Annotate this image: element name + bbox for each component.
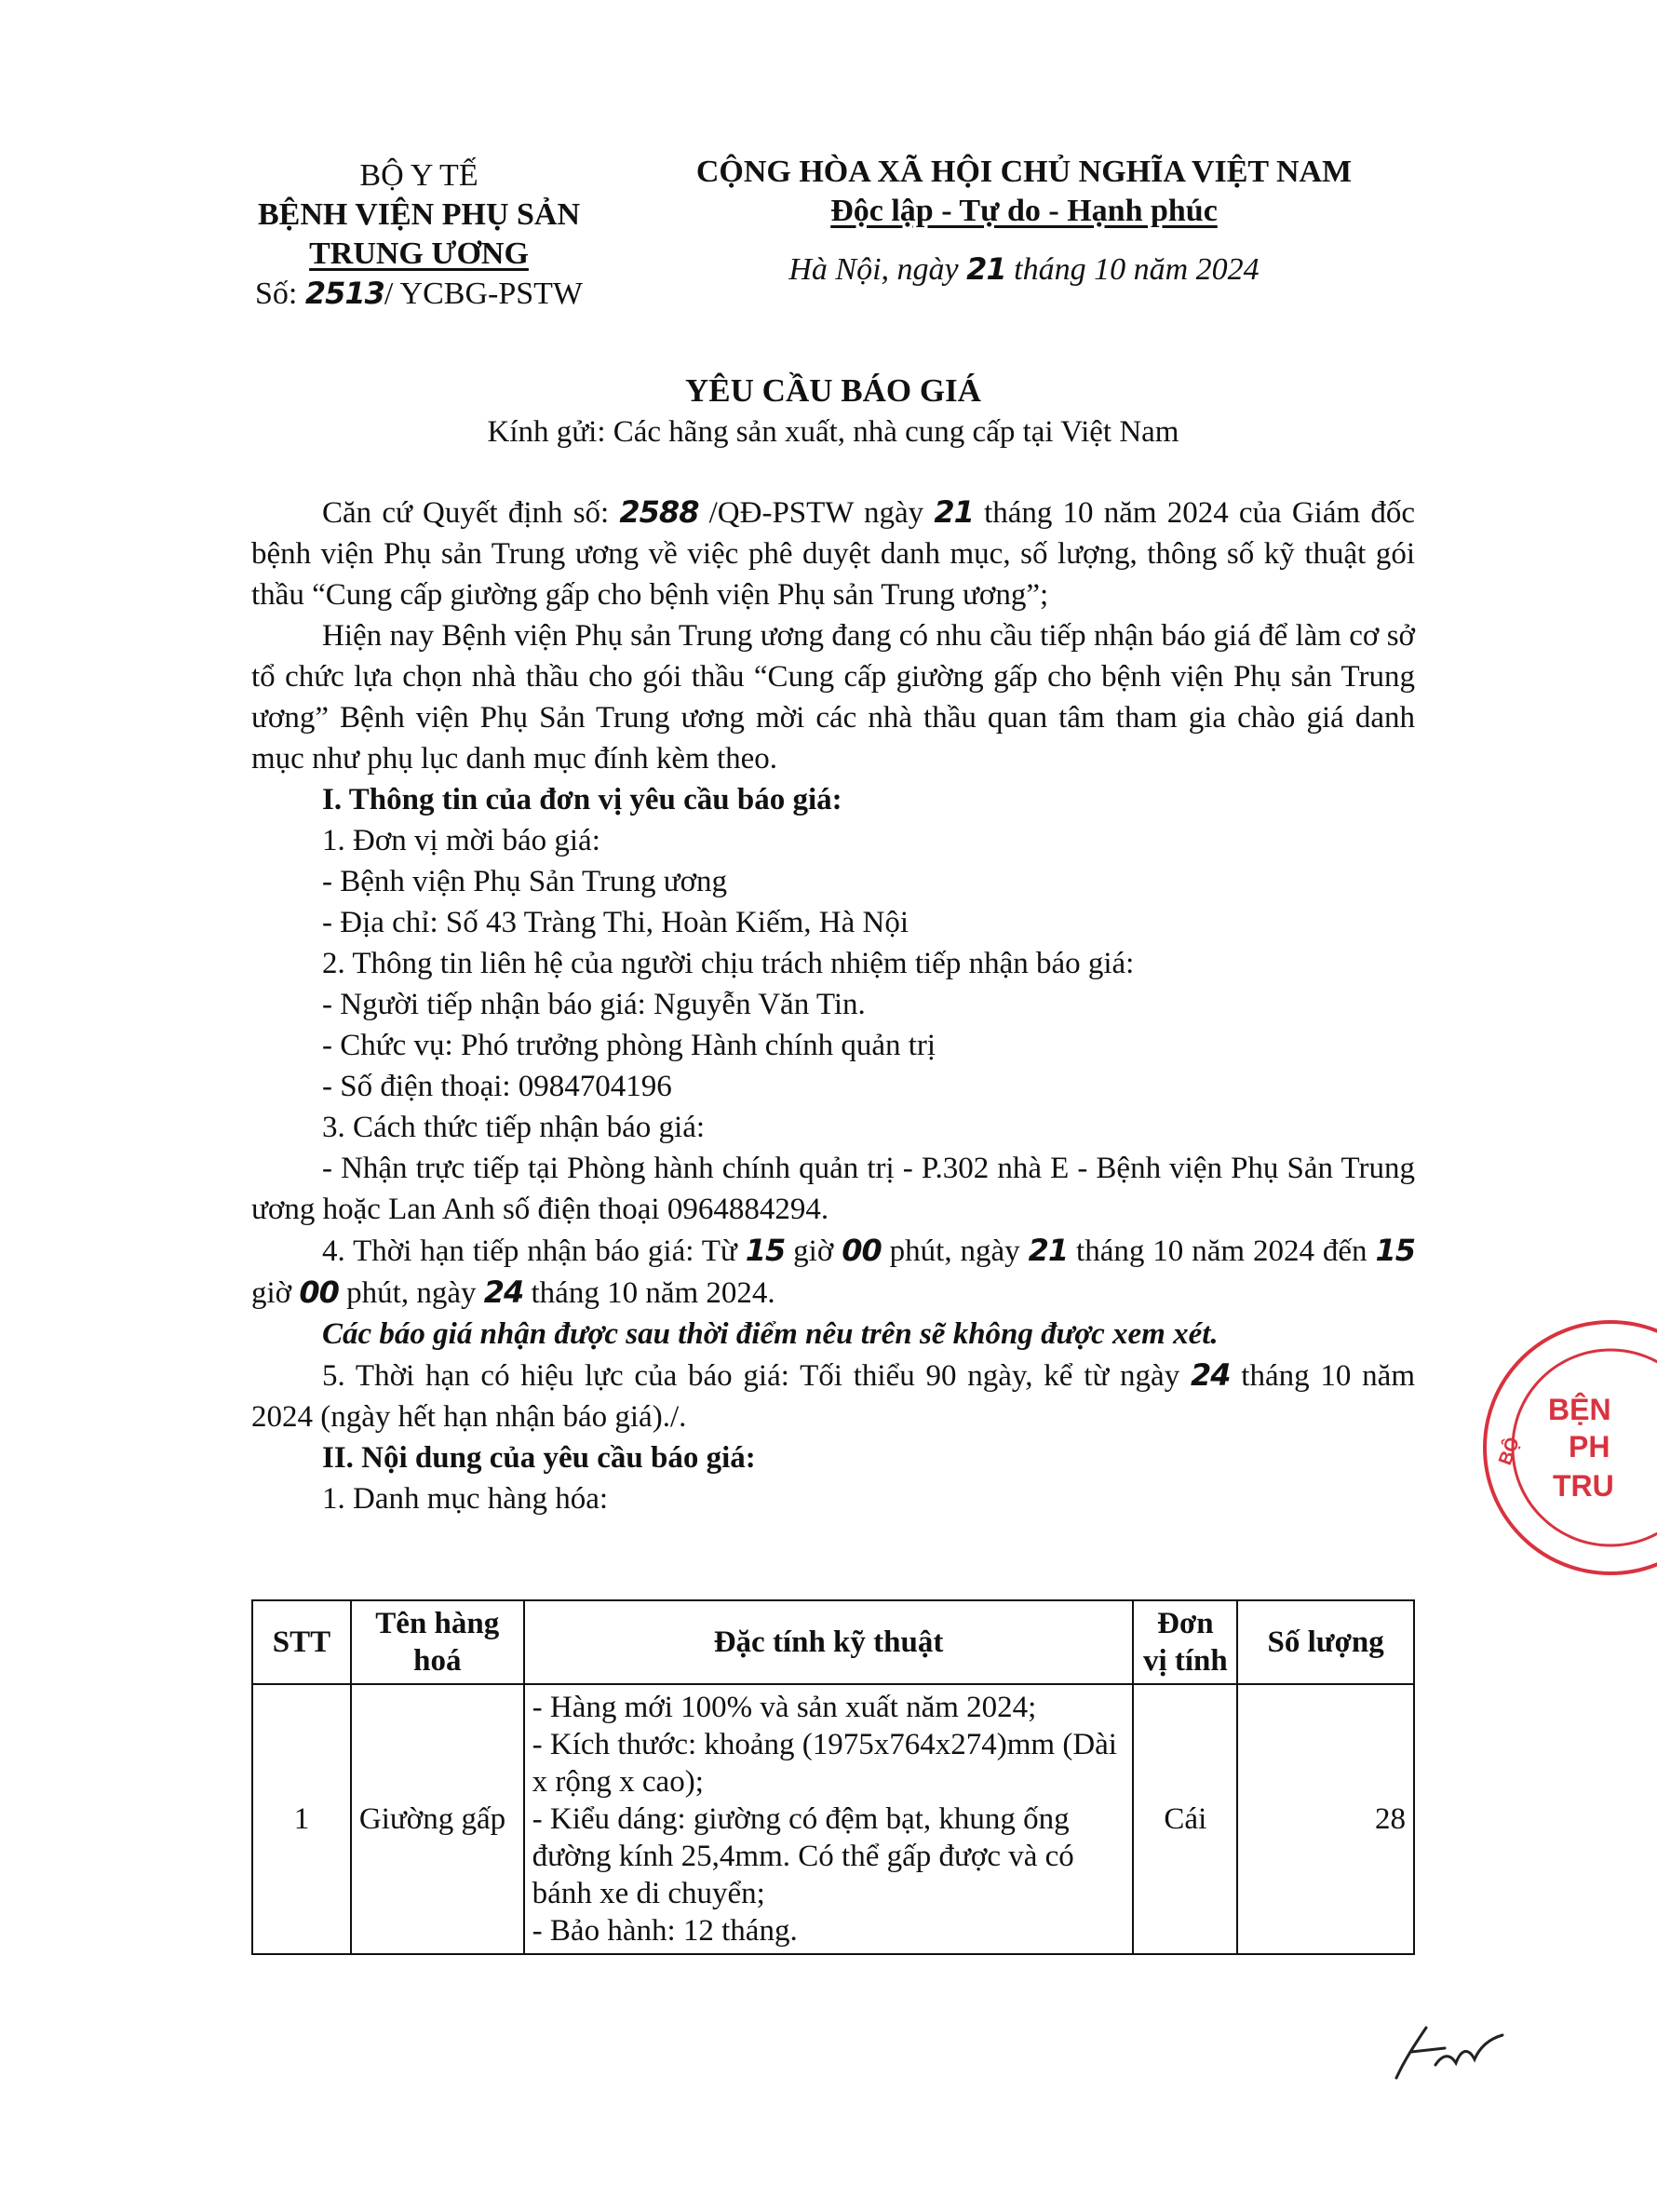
paragraph-legal-basis bbox=[251, 492, 1415, 615]
decision-number-handwritten: 2588 bbox=[619, 494, 699, 530]
issue-date-day-handwritten: 21 bbox=[966, 251, 1006, 287]
table-row bbox=[252, 1684, 1414, 1954]
document-number bbox=[223, 274, 614, 314]
spec-line-4: - Bảo hành: 12 tháng. bbox=[532, 1914, 798, 1948]
issue-date bbox=[670, 250, 1378, 290]
legal-basis-text-b: /QĐ-PSTW ngày bbox=[698, 496, 935, 530]
validity-text-a: 5. Thời hạn có hiệu lực của báo giá: Tối thiểu 90 ngày, kể từ ngày bbox=[322, 1359, 1191, 1393]
section1-item1-b: - Địa chỉ: Số 43 Tràng Thi, Hoàn Kiếm, Hà Nội bbox=[322, 906, 909, 939]
deadline-text-e: giờ bbox=[251, 1276, 300, 1310]
late-quote-note: Các báo giá nhận được sau thời điểm nêu trên sẽ không được xem xét. bbox=[322, 1317, 1219, 1351]
goods-table bbox=[251, 1599, 1415, 1955]
section1-item1-a: - Bệnh viện Phụ Sản Trung ương bbox=[322, 865, 728, 898]
stamp-text-line3: TRU bbox=[1553, 1469, 1614, 1503]
section1-item2: 2. Thông tin liên hệ của người chịu trách nhiệm tiếp nhận báo giá: bbox=[322, 947, 1135, 980]
legal-basis-text-c: tháng 10 năm 2024 của Giám đốc bệnh viện Phụ sản Trung ương về việc phê duyệt danh mục, số lượng, thông số kỹ thuật gói thầu “Cung cấp giường gấp cho bệnh viện Phụ sản Trung ương”; bbox=[251, 496, 1415, 612]
section2-heading: II. Nội dung của yêu cầu báo giá: bbox=[322, 1441, 756, 1475]
cell-qty: 28 bbox=[1237, 1684, 1414, 1954]
table-header-row bbox=[252, 1600, 1414, 1684]
end-hour-handwritten: 15 bbox=[1375, 1233, 1415, 1268]
document-number-suffix: / YCBG-PSTW bbox=[384, 276, 584, 311]
deadline-text-d: tháng 10 năm 2024 đến bbox=[1068, 1234, 1376, 1268]
document-number-handwritten: 2513 bbox=[304, 276, 384, 311]
spec-line-2: - Kích thước: khoảng (1975x764x274)mm (Dài x rộng x cao); bbox=[532, 1728, 1117, 1799]
initial-signature bbox=[1378, 2020, 1517, 2085]
cell-name: Giường gấp bbox=[351, 1684, 524, 1954]
section1-item3-a: - Nhận trực tiếp tại Phòng hành chính quản trị - P.302 nhà E - Bệnh viện Phụ Sản Trung ương hoặc Lan Anh số điện thoại 0964884294. bbox=[251, 1152, 1415, 1226]
start-day-handwritten: 21 bbox=[1028, 1233, 1069, 1268]
cell-unit: Cái bbox=[1133, 1684, 1237, 1954]
signature-stroke bbox=[1396, 2028, 1502, 2078]
validity-text-b: tháng 10 năm 2024 (ngày hết hạn nhận báo giá)./. bbox=[251, 1359, 1415, 1434]
legal-basis-text-a: Căn cứ Quyết định số: bbox=[322, 496, 620, 530]
hospital-stamp bbox=[1452, 1317, 1657, 1578]
stamp-side-text: BỘ bbox=[1495, 1434, 1524, 1468]
issue-date-suffix: tháng 10 năm 2024 bbox=[1005, 252, 1260, 287]
decision-day-handwritten: 21 bbox=[934, 494, 974, 530]
document-title: YÊU CẦU BÁO GIÁ bbox=[685, 372, 981, 409]
hospital-name-line1: BỆNH VIỆN PHỤ SẢN bbox=[257, 197, 581, 232]
header-name: Tên hàng hoá bbox=[351, 1600, 524, 1684]
stamp-text-line2: PH bbox=[1569, 1430, 1610, 1463]
stamp-text-line1: BỆN bbox=[1548, 1393, 1611, 1426]
start-minute-handwritten: 00 bbox=[842, 1233, 882, 1268]
section1-item3: 3. Cách thức tiếp nhận báo giá: bbox=[322, 1111, 706, 1144]
issue-date-prefix: Hà Nội, ngày bbox=[788, 252, 967, 287]
section1-item2-a: - Người tiếp nhận báo giá: Nguyễn Văn Tin. bbox=[322, 988, 866, 1021]
country-name: CỘNG HÒA XÃ HỘI CHỦ NGHĨA VIỆT NAM bbox=[695, 155, 1353, 189]
section1-item2-b: - Chức vụ: Phó trưởng phòng Hành chính quản trị bbox=[322, 1029, 936, 1062]
recipient-line: Kính gửi: Các hãng sản xuất, nhà cung cấp tại Việt Nam bbox=[487, 415, 1179, 449]
spec-line-3: - Kiểu dáng: giường có đệm bạt, khung ống đường kính 25,4mm. Có thể gấp được và có bánh xe di chuyển; bbox=[532, 1802, 1074, 1910]
hospital-name-line2: TRUNG ƯƠNG bbox=[309, 236, 529, 271]
end-day-handwritten: 24 bbox=[483, 1275, 524, 1310]
header-unit: Đơn vị tính bbox=[1133, 1600, 1237, 1684]
header-spec: Đặc tính kỹ thuật bbox=[524, 1600, 1134, 1684]
document-number-prefix: Số: bbox=[254, 276, 305, 311]
deadline-text-f: phút, ngày bbox=[338, 1276, 484, 1310]
document-body bbox=[251, 492, 1415, 1519]
ministry-name: BỘ Y TẾ bbox=[359, 158, 478, 193]
cell-stt: 1 bbox=[252, 1684, 351, 1954]
header-qty: Số lượng bbox=[1237, 1600, 1414, 1684]
deadline-text-b: giờ bbox=[785, 1234, 842, 1268]
section2-item1: 1. Danh mục hàng hóa: bbox=[322, 1482, 609, 1516]
deadline-text-c: phút, ngày bbox=[881, 1234, 1029, 1268]
end-minute-handwritten: 00 bbox=[299, 1275, 339, 1310]
header-stt: STT bbox=[252, 1600, 351, 1684]
agency-header bbox=[223, 156, 614, 314]
deadline-text-a: 4. Thời hạn tiếp nhận báo giá: Từ bbox=[322, 1234, 746, 1268]
section1-item1: 1. Đơn vị mời báo giá: bbox=[322, 824, 600, 857]
paragraph-request: Hiện nay Bệnh viện Phụ sản Trung ương đang có nhu cầu tiếp nhận báo giá để làm cơ sở tổ chức lựa chọn nhà thầu cho gói thầu “Cung cấp giường gấp cho bệnh viện Phụ sản Trung ương” Bệnh viện Phụ Sản Trung ương mời các nhà thầu quan tâm tham gia chào giá danh mục như phụ lục danh mục đính kèm theo. bbox=[251, 619, 1415, 776]
spec-line-1: - Hàng mới 100% và sản xuất năm 2024; bbox=[532, 1691, 1037, 1724]
section1-item4 bbox=[251, 1230, 1415, 1314]
start-hour-handwritten: 15 bbox=[745, 1233, 786, 1268]
section1-item5 bbox=[251, 1355, 1415, 1437]
cell-spec bbox=[524, 1684, 1134, 1954]
section1-item2-c: - Số điện thoại: 0984704196 bbox=[322, 1070, 672, 1103]
validity-day-handwritten: 24 bbox=[1190, 1357, 1231, 1393]
national-motto: Độc lập - Tự do - Hạnh phúc bbox=[830, 194, 1218, 228]
national-header bbox=[670, 153, 1378, 290]
deadline-text-g: tháng 10 năm 2024. bbox=[523, 1276, 775, 1310]
section1-heading: I. Thông tin của đơn vị yêu cầu báo giá: bbox=[322, 783, 842, 816]
